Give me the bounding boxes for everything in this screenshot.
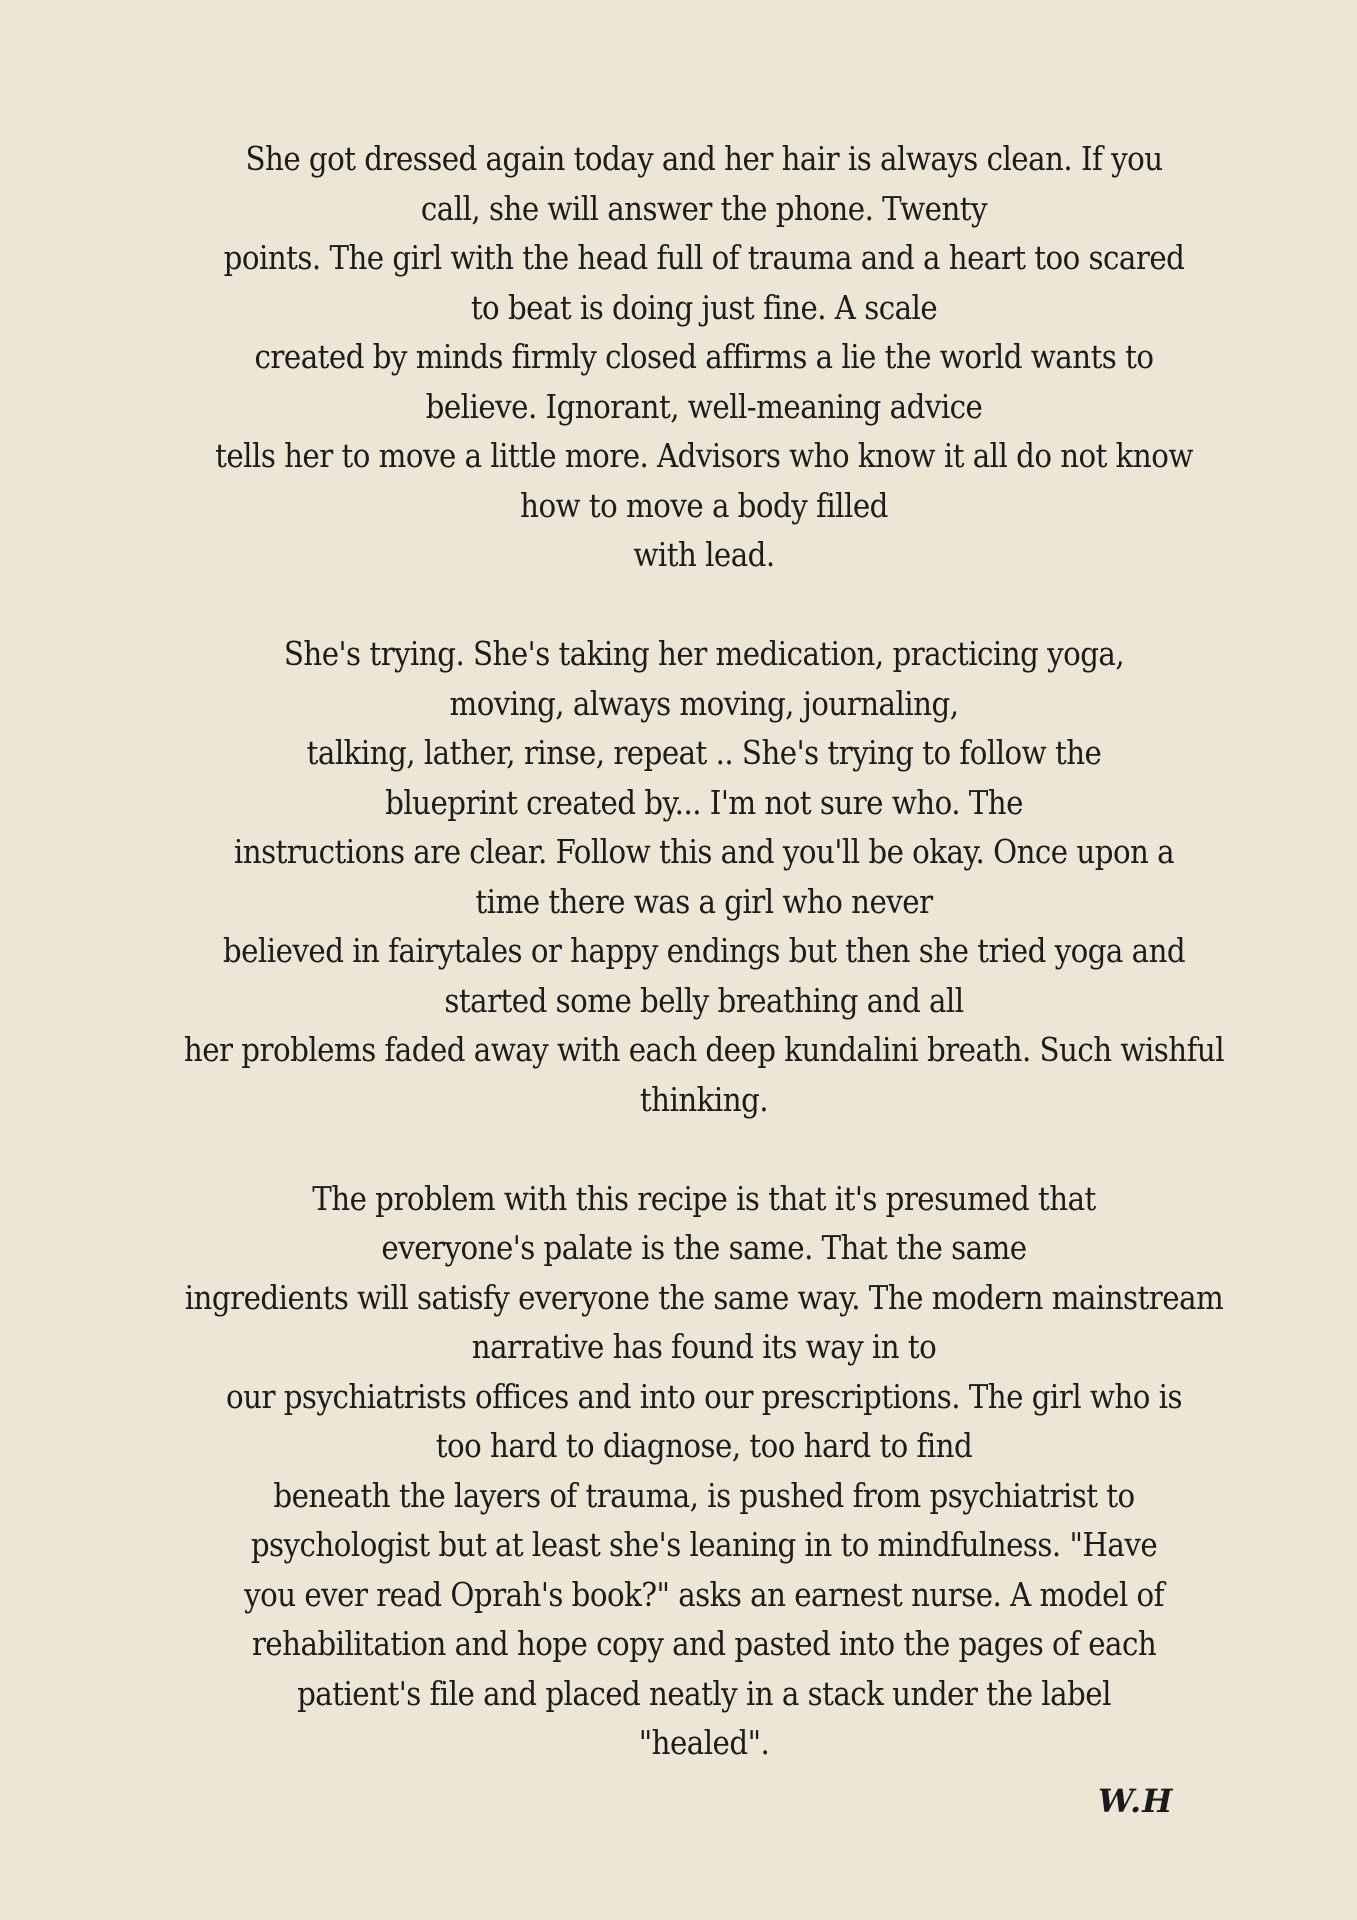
- poem-line: started some belly breathing and all: [444, 980, 964, 1020]
- poem-line: too hard to diagnose, too hard to find: [435, 1426, 973, 1465]
- poem-line: how to move a body filled: [520, 485, 888, 525]
- poem-line: She's trying. She's taking her medication, practicing yoga,: [283, 634, 1125, 673]
- poem-line: points. The girl with the head full of trauma and a heart too scared: [223, 238, 1185, 277]
- poem-line: call, she will answer the phone. Twenty: [420, 188, 988, 228]
- poem-line: psychologist but at least she's leaning in to mindfulness. "Have: [250, 1525, 1158, 1564]
- stanza-1: [0, 134, 1357, 580]
- poem-line: narrative has found its way in to: [471, 1327, 937, 1366]
- poem-line: believe. Ignorant, well-meaning advice: [425, 386, 983, 426]
- poem-line: to beat is doing just fine. A scale: [470, 287, 938, 327]
- poem-line: instructions are clear. Follow this and you'll be okay. Once upon a: [233, 832, 1175, 871]
- poem-line: talking, lather, rinse, repeat .. She's trying to follow the: [306, 733, 1102, 772]
- poem-line: time there was a girl who never: [475, 881, 933, 921]
- poem-line: tells her to move a little more. Advisors who know it all do not know: [215, 436, 1193, 475]
- poem-line: you ever read Oprah's book?" asks an earnest nurse. A model of: [244, 1574, 1164, 1614]
- poem-line: with lead.: [633, 535, 775, 574]
- poem-line: The problem with this recipe is that it's presumed that: [312, 1178, 1096, 1218]
- poem-line: our psychiatrists offices and into our prescriptions. The girl who is: [226, 1376, 1182, 1416]
- poem-line: "healed".: [638, 1723, 770, 1762]
- poem-line: rehabilitation and hope copy and pasted into the pages of each: [251, 1624, 1157, 1663]
- poem-line: created by minds firmly closed affirms a lie the world wants to: [254, 337, 1154, 376]
- stanza-3: [0, 1174, 1357, 1768]
- stanza-2: [0, 629, 1357, 1124]
- poem-line: blueprint created by... I'm not sure who. The: [385, 782, 1023, 822]
- poem-line: moving, always moving, journaling,: [449, 683, 959, 723]
- poem-line: believed in fairytales or happy endings but then she tried yoga and: [222, 931, 1186, 970]
- poem-body: [0, 134, 1357, 1768]
- poem-line: She got dressed again today and her hair is always clean. If you: [245, 139, 1163, 178]
- author-signature: W.H: [1098, 1782, 1174, 1820]
- poem-line: beneath the layers of trauma, is pushed from psychiatrist to: [273, 1475, 1135, 1515]
- poem-line: everyone's palate is the same. That the same: [381, 1228, 1027, 1267]
- poem-line: thinking.: [639, 1079, 769, 1119]
- poem-line: her problems faded away with each deep kundalini breath. Such wishful: [183, 1030, 1225, 1069]
- poem-line: ingredients will satisfy everyone the same way. The modern mainstream: [184, 1277, 1224, 1317]
- poem-line: patient's file and placed neatly in a stack under the label: [297, 1673, 1111, 1713]
